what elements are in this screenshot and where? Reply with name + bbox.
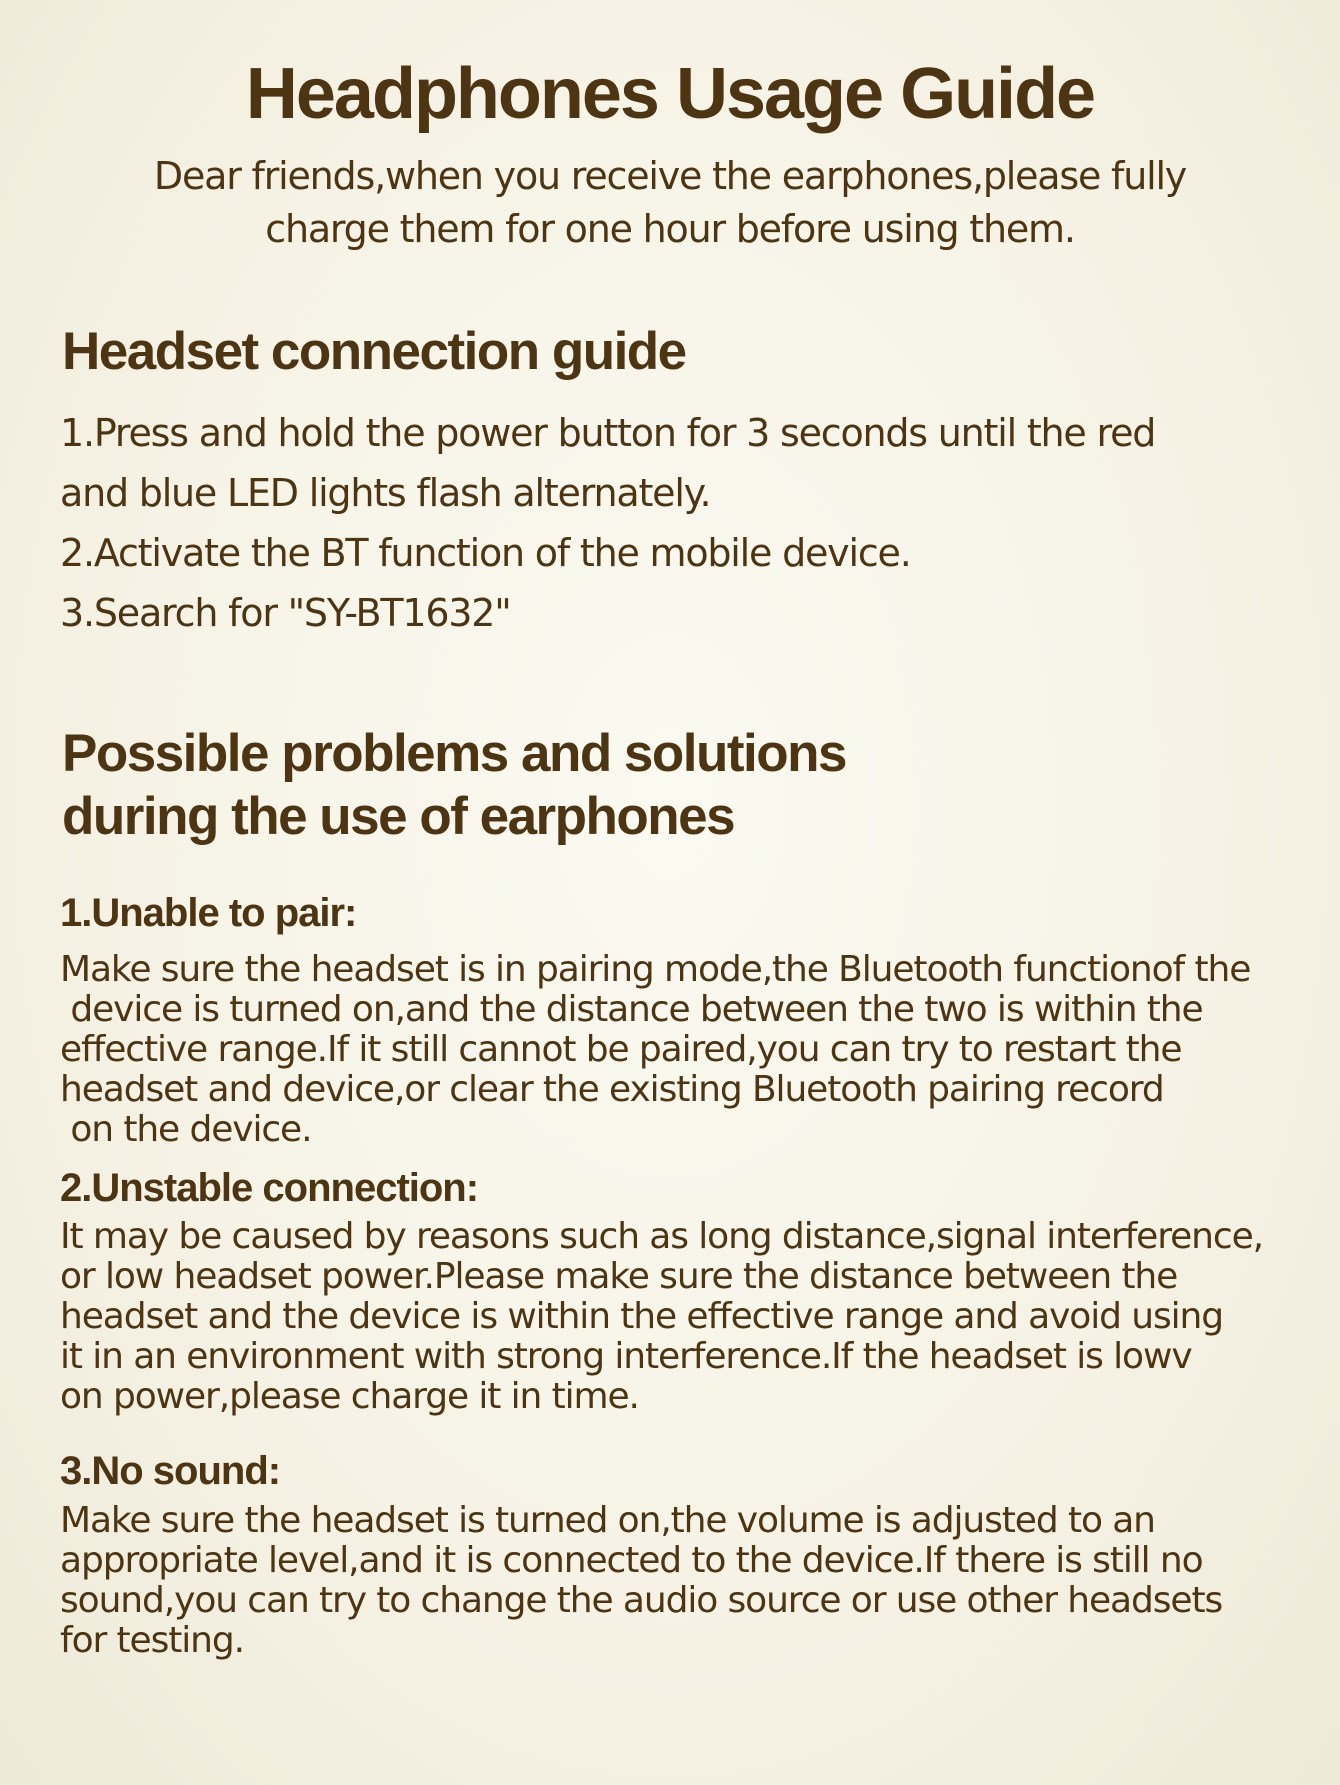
problem-question-unable-to-pair: 1.Unable to pair: <box>60 891 357 935</box>
connection-step: and blue LED lights flash alternately. <box>60 471 711 515</box>
problem-answer-unable-to-pair <box>60 950 1280 1150</box>
answer-line: headset and the device is within the effective range and avoid using <box>60 1296 1223 1337</box>
answer-line: or low headset power.Please make sure the distance between the <box>60 1256 1178 1297</box>
problem-question-no-sound: 3.No sound: <box>60 1449 281 1493</box>
connection-steps <box>60 403 1260 643</box>
page-title: Headphones Usage Guide <box>245 54 1095 134</box>
answer-line: It may be caused by reasons such as long distance,signal interference, <box>60 1216 1263 1257</box>
answer-line: it in an environment with strong interference.If the headset is lowv <box>60 1336 1192 1377</box>
answer-line: on the device. <box>60 1109 312 1150</box>
answer-line: device is turned on,and the distance between the two is within the <box>60 989 1203 1030</box>
connection-step: 3.Search for "SY-BT1632" <box>60 591 511 635</box>
answer-line: headset and device,or clear the existing Bluetooth pairing record <box>60 1069 1164 1110</box>
answer-line: for testing. <box>60 1620 244 1661</box>
problems-heading <box>62 722 1162 848</box>
connection-step: 2.Activate the BT function of the mobile device. <box>60 531 911 575</box>
answer-line: on power,please charge it in time. <box>60 1376 639 1417</box>
intro-line: Dear friends,when you receive the earphones,please fully <box>153 154 1187 198</box>
problem-answer-unstable-connection <box>60 1217 1280 1417</box>
answer-line: sound,you can try to change the audio source or use other headsets <box>60 1580 1223 1621</box>
answer-line: appropriate level,and it is connected to the device.If there is still no <box>60 1540 1203 1581</box>
problem-question-unstable-connection: 2.Unstable connection: <box>60 1166 479 1210</box>
connection-step: 1.Press and hold the power button for 3 seconds until the red <box>60 411 1156 455</box>
problems-heading-line: Possible problems and solutions <box>62 724 846 783</box>
answer-line: Make sure the headset is in pairing mode,the Bluetooth functionof the <box>60 949 1251 990</box>
problems-heading-line: during the use of earphones <box>62 787 735 846</box>
connection-guide-heading: Headset connection guide <box>62 322 686 381</box>
intro-paragraph <box>120 150 1220 256</box>
problem-answer-no-sound <box>60 1501 1280 1661</box>
answer-line: effective range.If it still cannot be paired,you can try to restart the <box>60 1029 1182 1070</box>
answer-line: Make sure the headset is turned on,the volume is adjusted to an <box>60 1500 1155 1541</box>
intro-line: charge them for one hour before using them. <box>265 207 1075 251</box>
